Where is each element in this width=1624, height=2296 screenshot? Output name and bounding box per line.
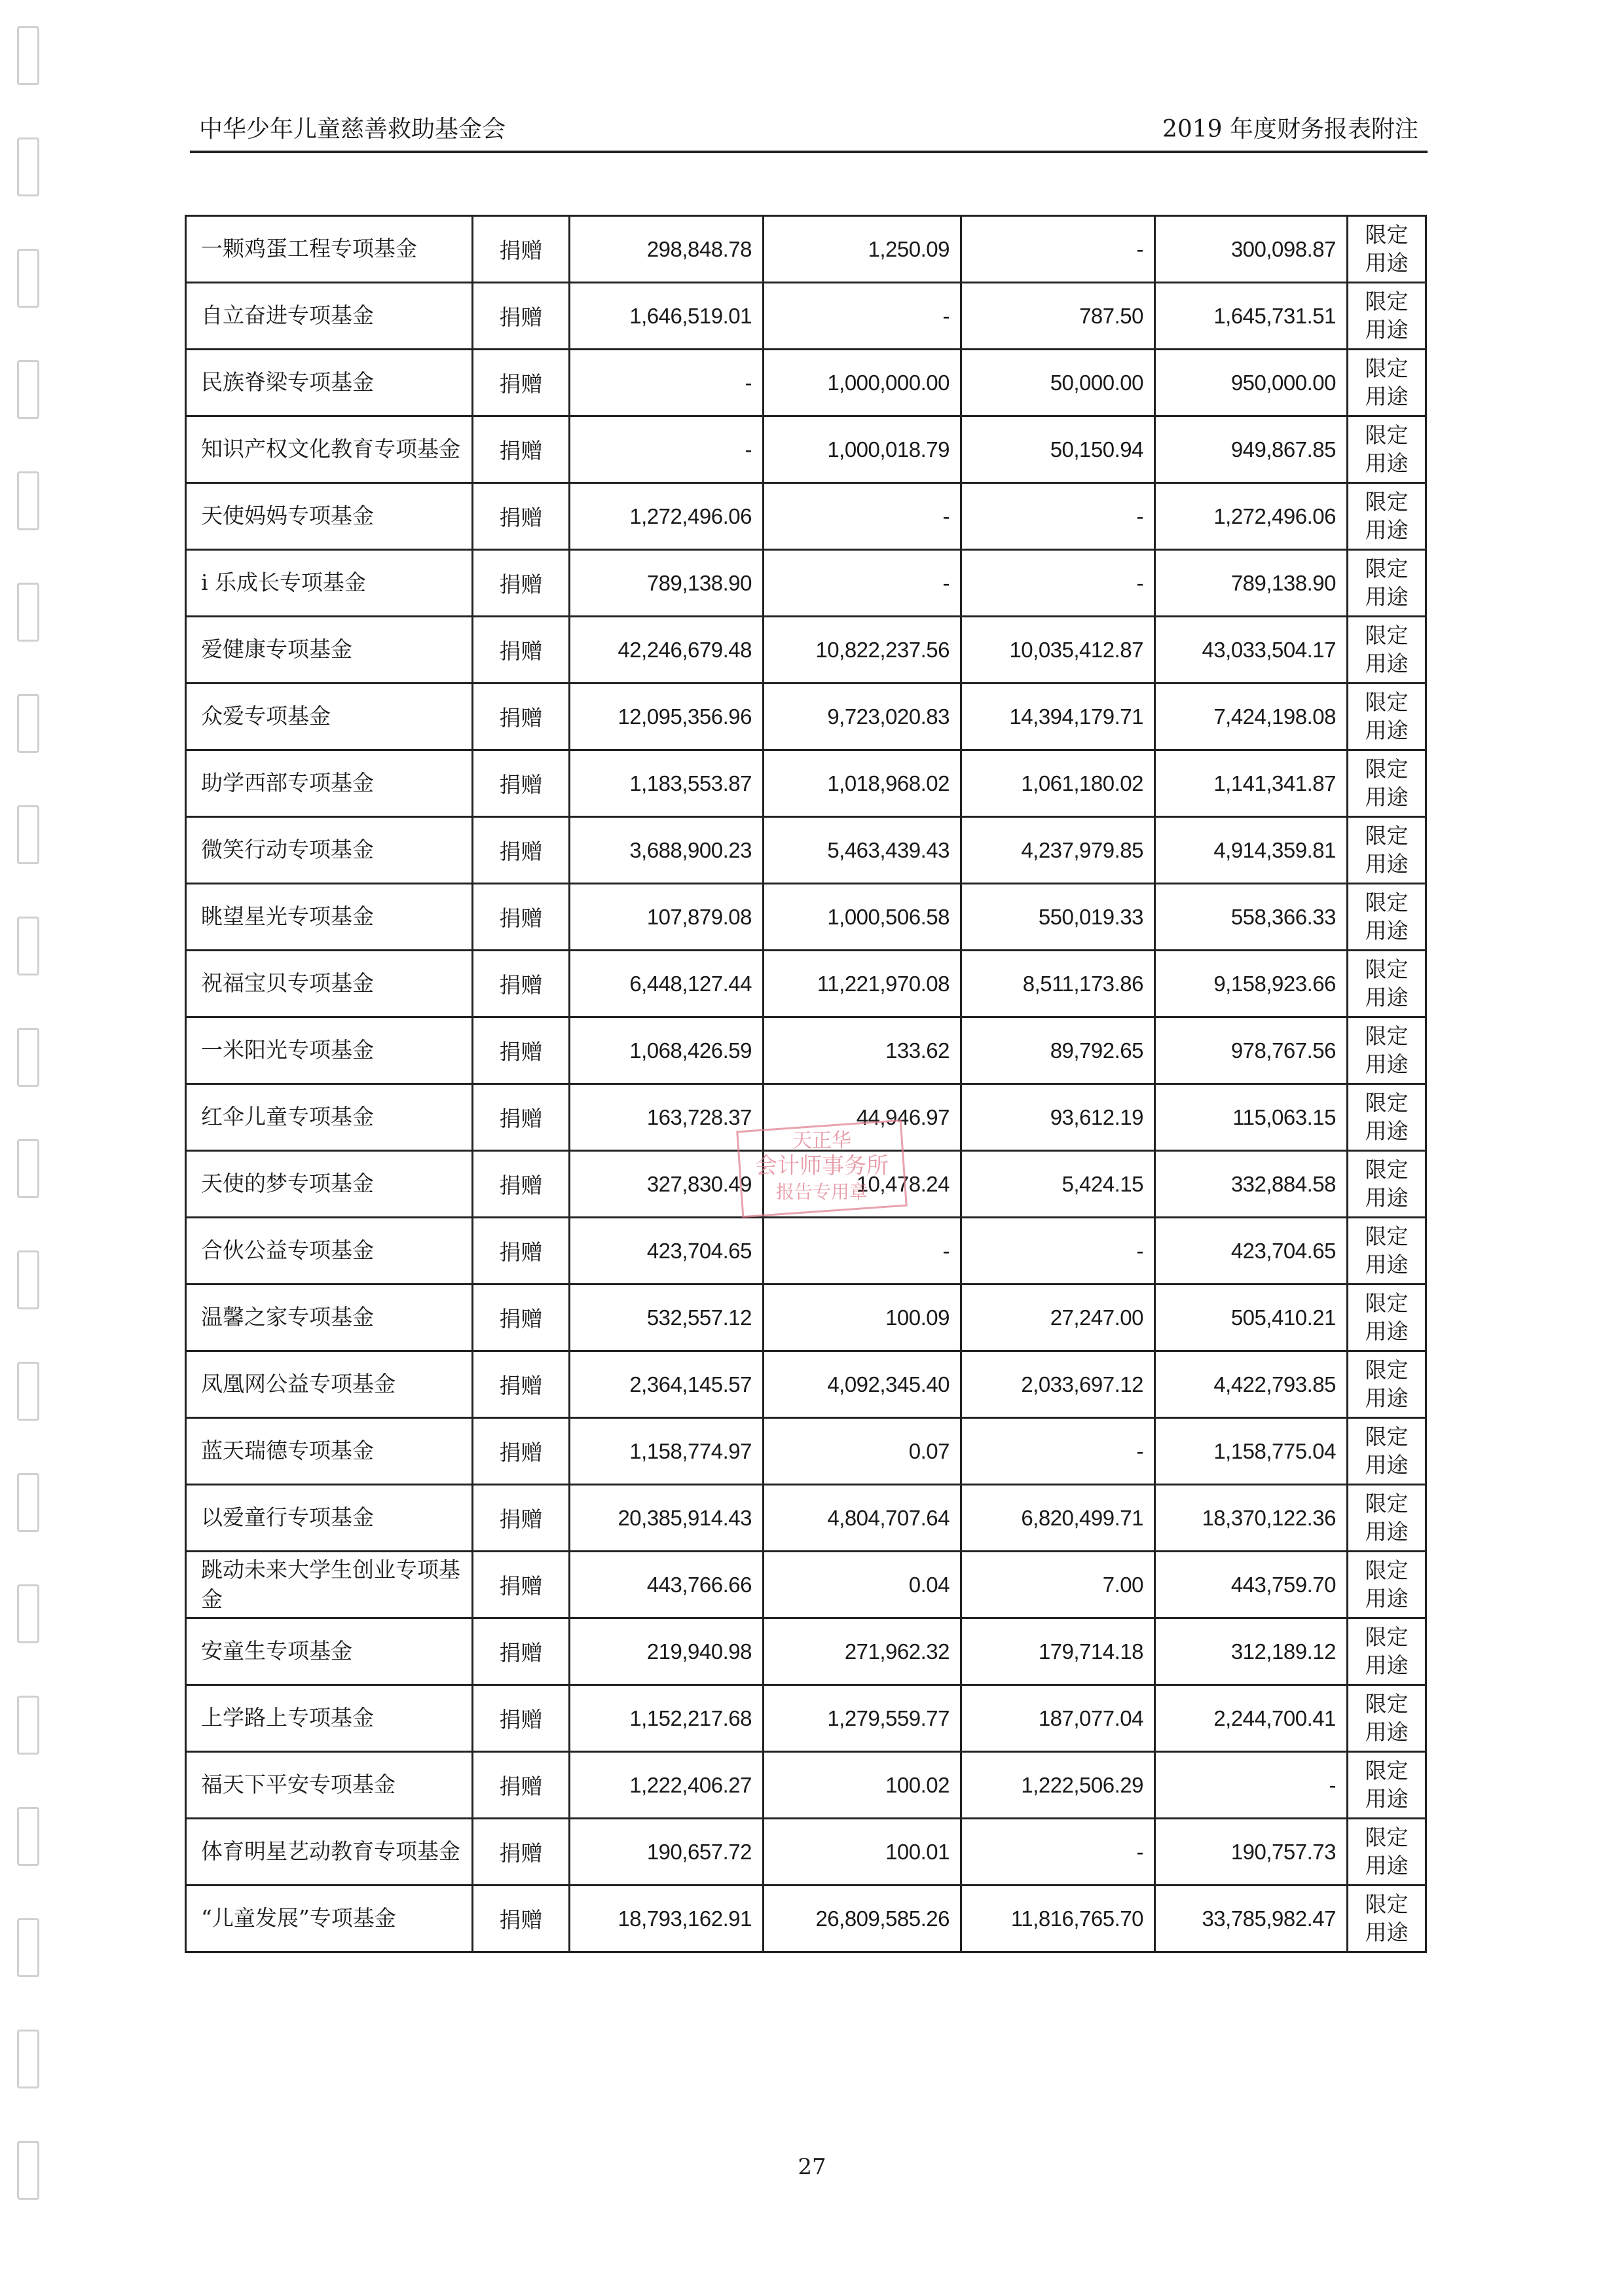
- fund-type-cell: 捐赠: [473, 884, 570, 951]
- restriction-line1: 限定: [1365, 1089, 1409, 1116]
- restriction-line2: 用途: [1365, 1251, 1409, 1277]
- restriction-cell: [1348, 1886, 1426, 1952]
- restriction-line1: 限定: [1365, 1357, 1409, 1383]
- restriction-cell: [1348, 817, 1426, 884]
- restriction-line2: 用途: [1365, 1385, 1409, 1411]
- restriction-cell: [1348, 1285, 1426, 1351]
- fund-type-cell: 捐赠: [473, 951, 570, 1017]
- increase-cell: 1,279,559.77: [764, 1685, 961, 1752]
- increase-cell: -: [764, 283, 961, 350]
- increase-cell: 4,804,707.64: [764, 1485, 961, 1552]
- restriction-line2: 用途: [1365, 1719, 1409, 1745]
- restriction-line1: 限定: [1365, 822, 1409, 848]
- restriction-cell: [1348, 1552, 1426, 1618]
- opening-balance-cell: 2,364,145.57: [570, 1351, 764, 1418]
- decrease-cell: 50,000.00: [961, 350, 1155, 416]
- table-row: [186, 1819, 1426, 1886]
- increase-cell: 1,000,506.58: [764, 884, 961, 951]
- restriction-line1: 限定: [1365, 221, 1409, 247]
- restriction-cell: [1348, 1618, 1426, 1685]
- restriction-line1: 限定: [1365, 1757, 1409, 1783]
- restriction-cell: [1348, 1819, 1426, 1886]
- restriction-line1: 限定: [1365, 488, 1409, 515]
- table-row: [186, 216, 1426, 283]
- increase-cell: 9,723,020.83: [764, 683, 961, 750]
- table-row: [186, 1351, 1426, 1418]
- closing-balance-cell: 33,785,982.47: [1155, 1886, 1348, 1952]
- restriction-line2: 用途: [1365, 450, 1409, 476]
- opening-balance-cell: 3,688,900.23: [570, 817, 764, 884]
- closing-balance-cell: -: [1155, 1752, 1348, 1819]
- opening-balance-cell: 6,448,127.44: [570, 951, 764, 1017]
- binder-hole: [17, 360, 39, 419]
- fund-name-cell: 祝福宝贝专项基金: [186, 951, 473, 1017]
- fund-type-cell: 捐赠: [473, 283, 570, 350]
- restriction-line2: 用途: [1365, 1852, 1409, 1878]
- table-row: [186, 1685, 1426, 1752]
- fund-name-cell: 眺望星光专项基金: [186, 884, 473, 951]
- binder-hole: [17, 2030, 39, 2088]
- decrease-cell: -: [961, 550, 1155, 617]
- restriction-line1: 限定: [1365, 756, 1409, 782]
- closing-balance-cell: 1,645,731.51: [1155, 283, 1348, 350]
- fund-name-cell: 微笑行动专项基金: [186, 817, 473, 884]
- restriction-cell: [1348, 750, 1426, 817]
- restriction-line2: 用途: [1365, 1919, 1409, 1945]
- opening-balance-cell: 1,222,406.27: [570, 1752, 764, 1819]
- restriction-line1: 限定: [1365, 622, 1409, 648]
- opening-balance-cell: 190,657.72: [570, 1819, 764, 1886]
- opening-balance-cell: 532,557.12: [570, 1285, 764, 1351]
- fund-name-cell: 红伞儿童专项基金: [186, 1084, 473, 1151]
- fund-name-cell: 温馨之家专项基金: [186, 1285, 473, 1351]
- closing-balance-cell: 949,867.85: [1155, 416, 1348, 483]
- restriction-cell: [1348, 1084, 1426, 1151]
- table-row: [186, 951, 1426, 1017]
- binder-hole: [17, 583, 39, 642]
- decrease-cell: 14,394,179.71: [961, 683, 1155, 750]
- decrease-cell: 5,424.15: [961, 1151, 1155, 1218]
- fund-type-cell: 捐赠: [473, 1351, 570, 1418]
- decrease-cell: 4,237,979.85: [961, 817, 1155, 884]
- decrease-cell: 187,077.04: [961, 1685, 1155, 1752]
- restriction-line1: 限定: [1365, 1824, 1409, 1850]
- opening-balance-cell: 219,940.98: [570, 1618, 764, 1685]
- opening-balance-cell: 298,848.78: [570, 216, 764, 283]
- opening-balance-cell: 107,879.08: [570, 884, 764, 951]
- fund-type-cell: 捐赠: [473, 1485, 570, 1552]
- decrease-cell: -: [961, 483, 1155, 550]
- closing-balance-cell: 950,000.00: [1155, 350, 1348, 416]
- table-row: [186, 617, 1426, 683]
- increase-cell: 0.04: [764, 1552, 961, 1618]
- restriction-line2: 用途: [1365, 650, 1409, 676]
- table-row: [186, 1285, 1426, 1351]
- restriction-cell: [1348, 884, 1426, 951]
- table-row: [186, 483, 1426, 550]
- restriction-cell: [1348, 416, 1426, 483]
- table-row: [186, 1618, 1426, 1685]
- increase-cell: 100.02: [764, 1752, 961, 1819]
- restriction-cell: [1348, 1017, 1426, 1084]
- increase-cell: 133.62: [764, 1017, 961, 1084]
- fund-name-cell: 助学西部专项基金: [186, 750, 473, 817]
- table-row: [186, 750, 1426, 817]
- closing-balance-cell: 505,410.21: [1155, 1285, 1348, 1351]
- decrease-cell: 89,792.65: [961, 1017, 1155, 1084]
- binder-hole: [17, 26, 39, 85]
- restriction-line1: 限定: [1365, 1557, 1409, 1583]
- restriction-cell: [1348, 1151, 1426, 1218]
- binder-hole: [17, 1696, 39, 1755]
- restriction-line1: 限定: [1365, 355, 1409, 381]
- increase-cell: -: [764, 550, 961, 617]
- restriction-line1: 限定: [1365, 1624, 1409, 1650]
- fund-type-cell: 捐赠: [473, 817, 570, 884]
- fund-type-cell: 捐赠: [473, 1017, 570, 1084]
- increase-cell: 100.09: [764, 1285, 961, 1351]
- fund-name-cell: 合伙公益专项基金: [186, 1218, 473, 1285]
- binder-hole: [17, 694, 39, 753]
- fund-type-cell: 捐赠: [473, 350, 570, 416]
- restriction-cell: [1348, 1752, 1426, 1819]
- table-row: [186, 817, 1426, 884]
- fund-name-cell: “儿童发展”专项基金: [186, 1886, 473, 1952]
- closing-balance-cell: 332,884.58: [1155, 1151, 1348, 1218]
- restriction-line1: 限定: [1365, 1423, 1409, 1449]
- fund-name-cell: 福天下平安专项基金: [186, 1752, 473, 1819]
- stamp-line2: 会计师事务所: [755, 1153, 889, 1179]
- increase-cell: 271,962.32: [764, 1618, 961, 1685]
- closing-balance-cell: 18,370,122.36: [1155, 1485, 1348, 1552]
- binder-hole: [17, 471, 39, 530]
- opening-balance-cell: 789,138.90: [570, 550, 764, 617]
- binder-hole: [17, 1473, 39, 1532]
- fund-name-cell: 安童生专项基金: [186, 1618, 473, 1685]
- restriction-line2: 用途: [1365, 1118, 1409, 1144]
- decrease-cell: 27,247.00: [961, 1285, 1155, 1351]
- stamp-line1: 天正华: [792, 1129, 851, 1152]
- decrease-cell: 8,511,173.86: [961, 951, 1155, 1017]
- binder-hole: [17, 137, 39, 196]
- restriction-line2: 用途: [1365, 850, 1409, 877]
- restriction-line2: 用途: [1365, 316, 1409, 342]
- decrease-cell: 6,820,499.71: [961, 1485, 1155, 1552]
- fund-name-cell: 自立奋进专项基金: [186, 283, 473, 350]
- decrease-cell: -: [961, 1418, 1155, 1485]
- restriction-line2: 用途: [1365, 249, 1409, 276]
- table-row: [186, 1886, 1426, 1952]
- fund-name-cell: 蓝天瑞德专项基金: [186, 1418, 473, 1485]
- restriction-line2: 用途: [1365, 1451, 1409, 1478]
- restriction-line2: 用途: [1365, 917, 1409, 943]
- decrease-cell: 550,019.33: [961, 884, 1155, 951]
- restriction-cell: [1348, 951, 1426, 1017]
- organization-name: 中华少年儿童慈善救助基金会: [199, 116, 506, 143]
- stamp-line3: 报告专用章: [775, 1181, 868, 1203]
- opening-balance-cell: 327,830.49: [570, 1151, 764, 1218]
- opening-balance-cell: -: [570, 350, 764, 416]
- closing-balance-cell: 9,158,923.66: [1155, 951, 1348, 1017]
- page-header: [190, 105, 1428, 153]
- fund-type-cell: 捐赠: [473, 683, 570, 750]
- opening-balance-cell: 423,704.65: [570, 1218, 764, 1285]
- fund-name-cell: i 乐成长专项基金: [186, 550, 473, 617]
- restriction-cell: [1348, 617, 1426, 683]
- table-row: [186, 1151, 1426, 1218]
- decrease-cell: -: [961, 1218, 1155, 1285]
- opening-balance-cell: 42,246,679.48: [570, 617, 764, 683]
- restriction-cell: [1348, 683, 1426, 750]
- fund-name-cell: 以爱童行专项基金: [186, 1485, 473, 1552]
- restriction-line2: 用途: [1365, 717, 1409, 743]
- fund-type-cell: 捐赠: [473, 416, 570, 483]
- decrease-cell: -: [961, 1819, 1155, 1886]
- increase-cell: 1,000,000.00: [764, 350, 961, 416]
- decrease-cell: 10,035,412.87: [961, 617, 1155, 683]
- table-row: [186, 283, 1426, 350]
- table-row: [186, 1218, 1426, 1285]
- increase-cell: 4,092,345.40: [764, 1351, 961, 1418]
- fund-name-cell: 爱健康专项基金: [186, 617, 473, 683]
- binder-hole: [17, 1028, 39, 1087]
- increase-cell: 0.07: [764, 1418, 961, 1485]
- fund-name-cell: 民族脊梁专项基金: [186, 350, 473, 416]
- binder-hole: [17, 1918, 39, 1977]
- fund-type-cell: 捐赠: [473, 483, 570, 550]
- increase-cell: 1,250.09: [764, 216, 961, 283]
- closing-balance-cell: 789,138.90: [1155, 550, 1348, 617]
- restriction-line2: 用途: [1365, 984, 1409, 1010]
- fund-type-cell: 捐赠: [473, 216, 570, 283]
- fund-name-cell: 众爱专项基金: [186, 683, 473, 750]
- opening-balance-cell: 20,385,914.43: [570, 1485, 764, 1552]
- increase-cell: 1,018,968.02: [764, 750, 961, 817]
- increase-cell: 26,809,585.26: [764, 1886, 961, 1952]
- closing-balance-cell: 312,189.12: [1155, 1618, 1348, 1685]
- restriction-cell: [1348, 550, 1426, 617]
- fund-name-cell: 一颗鸡蛋工程专项基金: [186, 216, 473, 283]
- closing-balance-cell: 4,422,793.85: [1155, 1351, 1348, 1418]
- restriction-line1: 限定: [1365, 1023, 1409, 1049]
- restriction-cell: [1348, 216, 1426, 283]
- table-row: [186, 1017, 1426, 1084]
- table-row: [186, 884, 1426, 951]
- decrease-cell: 7.00: [961, 1552, 1155, 1618]
- restriction-line1: 限定: [1365, 288, 1409, 314]
- fund-name-cell: 上学路上专项基金: [186, 1685, 473, 1752]
- fund-name-cell: 一米阳光专项基金: [186, 1017, 473, 1084]
- decrease-cell: 11,816,765.70: [961, 1886, 1155, 1952]
- restriction-cell: [1348, 1485, 1426, 1552]
- closing-balance-cell: 1,141,341.87: [1155, 750, 1348, 817]
- table-row: [186, 416, 1426, 483]
- binder-hole: [17, 1139, 39, 1198]
- table-row: [186, 1485, 1426, 1552]
- increase-cell: -: [764, 483, 961, 550]
- restriction-line2: 用途: [1365, 583, 1409, 610]
- closing-balance-cell: 443,759.70: [1155, 1552, 1348, 1618]
- opening-balance-cell: 18,793,162.91: [570, 1886, 764, 1952]
- restriction-cell: [1348, 1685, 1426, 1752]
- restriction-line1: 限定: [1365, 555, 1409, 581]
- restriction-line1: 限定: [1365, 1290, 1409, 1316]
- opening-balance-cell: 1,068,426.59: [570, 1017, 764, 1084]
- restriction-line2: 用途: [1365, 1318, 1409, 1344]
- binder-hole: [17, 1584, 39, 1643]
- opening-balance-cell: 1,158,774.97: [570, 1418, 764, 1485]
- fund-name-cell: 天使的梦专项基金: [186, 1151, 473, 1218]
- table-row: [186, 1552, 1426, 1618]
- restriction-line1: 限定: [1365, 889, 1409, 915]
- decrease-cell: 2,033,697.12: [961, 1351, 1155, 1418]
- closing-balance-cell: 1,272,496.06: [1155, 483, 1348, 550]
- fund-name-cell: 知识产权文化教育专项基金: [186, 416, 473, 483]
- fund-name-cell: 跳动未来大学生创业专项基金: [186, 1552, 473, 1618]
- restriction-line1: 限定: [1365, 1690, 1409, 1717]
- fund-type-cell: 捐赠: [473, 617, 570, 683]
- increase-cell: 44,946.97: [764, 1084, 961, 1151]
- restriction-line1: 限定: [1365, 956, 1409, 982]
- increase-cell: 1,000,018.79: [764, 416, 961, 483]
- restriction-cell: [1348, 1418, 1426, 1485]
- opening-balance-cell: 1,646,519.01: [570, 283, 764, 350]
- restriction-line2: 用途: [1365, 1652, 1409, 1678]
- fund-type-cell: 捐赠: [473, 1618, 570, 1685]
- restriction-cell: [1348, 350, 1426, 416]
- closing-balance-cell: 423,704.65: [1155, 1218, 1348, 1285]
- closing-balance-cell: 190,757.73: [1155, 1819, 1348, 1886]
- fund-type-cell: 捐赠: [473, 1084, 570, 1151]
- decrease-cell: -: [961, 216, 1155, 283]
- decrease-cell: 1,222,506.29: [961, 1752, 1155, 1819]
- closing-balance-cell: 300,098.87: [1155, 216, 1348, 283]
- closing-balance-cell: 115,063.15: [1155, 1084, 1348, 1151]
- binder-hole: [17, 917, 39, 975]
- restriction-line1: 限定: [1365, 689, 1409, 715]
- restriction-cell: [1348, 283, 1426, 350]
- restriction-line2: 用途: [1365, 1051, 1409, 1077]
- closing-balance-cell: 4,914,359.81: [1155, 817, 1348, 884]
- decrease-cell: 1,061,180.02: [961, 750, 1155, 817]
- increase-cell: 5,463,439.43: [764, 817, 961, 884]
- opening-balance-cell: 12,095,356.96: [570, 683, 764, 750]
- fund-type-cell: 捐赠: [473, 1752, 570, 1819]
- binder-hole: [17, 805, 39, 864]
- binder-hole: [17, 1362, 39, 1421]
- report-title: 2019 年度财务报表附注: [1162, 116, 1418, 143]
- restriction-cell: [1348, 483, 1426, 550]
- binder-hole: [17, 1250, 39, 1309]
- restriction-line1: 限定: [1365, 1891, 1409, 1917]
- table-body: [186, 216, 1426, 1952]
- restriction-cell: [1348, 1218, 1426, 1285]
- fund-name-cell: 天使妈妈专项基金: [186, 483, 473, 550]
- fund-type-cell: 捐赠: [473, 550, 570, 617]
- fund-type-cell: 捐赠: [473, 1285, 570, 1351]
- fund-type-cell: 捐赠: [473, 1886, 570, 1952]
- binder-hole: [17, 1807, 39, 1866]
- restriction-line2: 用途: [1365, 1785, 1409, 1812]
- increase-cell: 10,478.24: [764, 1151, 961, 1218]
- fund-type-cell: 捐赠: [473, 1552, 570, 1618]
- table-row: [186, 683, 1426, 750]
- fund-name-cell: 体育明星艺动教育专项基金: [186, 1819, 473, 1886]
- decrease-cell: 787.50: [961, 283, 1155, 350]
- table-row: [186, 550, 1426, 617]
- fund-type-cell: 捐赠: [473, 1685, 570, 1752]
- restriction-line1: 限定: [1365, 422, 1409, 448]
- opening-balance-cell: 443,766.66: [570, 1552, 764, 1618]
- closing-balance-cell: 978,767.56: [1155, 1017, 1348, 1084]
- opening-balance-cell: 1,152,217.68: [570, 1685, 764, 1752]
- closing-balance-cell: 7,424,198.08: [1155, 683, 1348, 750]
- increase-cell: -: [764, 1218, 961, 1285]
- page-number: 27: [798, 2154, 826, 2180]
- decrease-cell: 93,612.19: [961, 1084, 1155, 1151]
- increase-cell: 11,221,970.08: [764, 951, 961, 1017]
- fund-type-cell: 捐赠: [473, 1819, 570, 1886]
- fund-name-cell: 凤凰网公益专项基金: [186, 1351, 473, 1418]
- table-row: [186, 350, 1426, 416]
- table-row: [186, 1084, 1426, 1151]
- restriction-line2: 用途: [1365, 383, 1409, 409]
- special-fund-table: [185, 215, 1427, 1953]
- closing-balance-cell: 558,366.33: [1155, 884, 1348, 951]
- restriction-line1: 限定: [1365, 1156, 1409, 1182]
- fund-type-cell: 捐赠: [473, 1418, 570, 1485]
- restriction-line2: 用途: [1365, 784, 1409, 810]
- opening-balance-cell: -: [570, 416, 764, 483]
- increase-cell: 100.01: [764, 1819, 961, 1886]
- restriction-line1: 限定: [1365, 1490, 1409, 1516]
- restriction-line2: 用途: [1365, 517, 1409, 543]
- decrease-cell: 179,714.18: [961, 1618, 1155, 1685]
- closing-balance-cell: 1,158,775.04: [1155, 1418, 1348, 1485]
- restriction-cell: [1348, 1351, 1426, 1418]
- fund-type-cell: 捐赠: [473, 1151, 570, 1218]
- decrease-cell: 50,150.94: [961, 416, 1155, 483]
- closing-balance-cell: 2,244,700.41: [1155, 1685, 1348, 1752]
- opening-balance-cell: 163,728.37: [570, 1084, 764, 1151]
- restriction-line2: 用途: [1365, 1184, 1409, 1211]
- table-row: [186, 1752, 1426, 1819]
- opening-balance-cell: 1,272,496.06: [570, 483, 764, 550]
- opening-balance-cell: 1,183,553.87: [570, 750, 764, 817]
- table-row: [186, 1418, 1426, 1485]
- restriction-line2: 用途: [1365, 1585, 1409, 1611]
- fund-type-cell: 捐赠: [473, 750, 570, 817]
- restriction-line1: 限定: [1365, 1223, 1409, 1249]
- increase-cell: 10,822,237.56: [764, 617, 961, 683]
- binder-hole: [17, 249, 39, 308]
- closing-balance-cell: 43,033,504.17: [1155, 617, 1348, 683]
- restriction-line2: 用途: [1365, 1518, 1409, 1544]
- fund-type-cell: 捐赠: [473, 1218, 570, 1285]
